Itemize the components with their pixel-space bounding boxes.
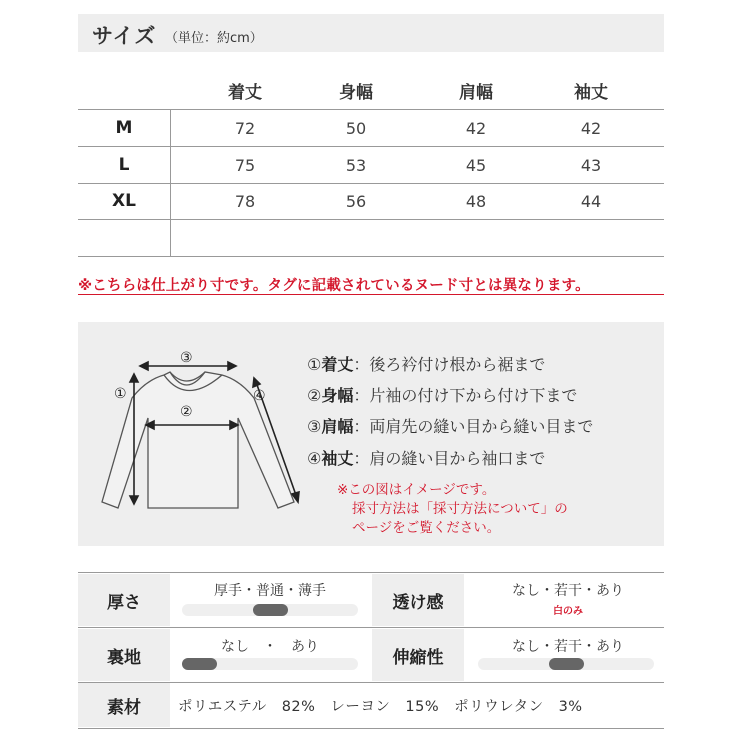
table-cell: 42 (465, 119, 487, 138)
table-rule (78, 146, 664, 147)
table-rule (78, 183, 664, 184)
measurement-sleeve: ④袖丈：肩の縫い目から袖口まで (307, 449, 546, 468)
table-column-divider (170, 110, 171, 256)
table-cell: 56 (345, 192, 367, 211)
white-only-note: 白のみ (553, 606, 583, 617)
table-cell: 48 (465, 192, 487, 211)
material-label: 素材 (78, 683, 170, 727)
table-rule (78, 219, 664, 220)
note-underline (78, 294, 664, 295)
material-value: ポリエステル 82% レーヨン 15% ポリウレタン 3% (178, 699, 583, 715)
table-cell: 50 (345, 119, 367, 138)
table-cell: 75 (234, 156, 256, 175)
lining-track (182, 658, 358, 670)
size-unit: （単位：約cm） (165, 31, 263, 46)
table-rule (78, 256, 664, 257)
table-cell: 43 (580, 156, 602, 175)
size-label-m: M (115, 118, 133, 138)
measurement-width: ②身幅：片袖の付け下から付け下まで (307, 386, 578, 405)
header-sleeve: 袖丈 (574, 83, 608, 103)
shirt-diagram (78, 322, 318, 546)
transparency-label: 透け感 (372, 574, 464, 626)
measurement-shoulder: ③肩幅：両肩先の縫い目から縫い目まで (307, 417, 594, 436)
fabric-table-rule (78, 627, 664, 628)
lining-scale: なし ・ あり (221, 639, 319, 655)
stretch-label: 伸縮性 (372, 629, 464, 681)
diagram-label-width: ② (180, 404, 193, 420)
stretch-indicator (549, 658, 584, 670)
measurement-length: ①着丈：後ろ衿付け根から裾まで (307, 355, 546, 374)
thickness-scale: 厚手・普通・薄手 (214, 583, 326, 599)
lining-indicator (182, 658, 217, 670)
image-note-line: ページをご覧ください。 (352, 520, 501, 536)
finished-size-note: ※こちらは仕上がり寸です。タグに記載されているヌード寸とは異なります。 (78, 278, 590, 294)
table-rule (78, 109, 664, 110)
fabric-table-rule (78, 572, 664, 573)
image-note-line: ※この図はイメージです。 (337, 482, 496, 498)
header-shoulder: 肩幅 (459, 83, 493, 103)
diagram-label-length: ① (114, 386, 127, 402)
transparency-scale: なし・若干・あり (512, 583, 624, 599)
table-cell: 72 (234, 119, 256, 138)
table-cell: 45 (465, 156, 487, 175)
thickness-label: 厚さ (78, 574, 170, 626)
thickness-indicator (253, 604, 288, 616)
image-note-line: 採寸方法は「採寸方法について」の (352, 501, 568, 517)
header-width: 身幅 (339, 83, 373, 103)
stretch-scale: なし・若干・あり (512, 639, 624, 655)
size-title: サイズ (92, 24, 157, 48)
transparency-track (478, 604, 654, 616)
table-cell: 53 (345, 156, 367, 175)
size-label-l: L (118, 155, 130, 175)
thickness-track (182, 604, 358, 616)
diagram-label-sleeve: ④ (253, 388, 266, 404)
table-cell: 78 (234, 192, 256, 211)
fabric-table-rule (78, 728, 664, 729)
table-cell: 44 (580, 192, 602, 211)
diagram-label-shoulder: ③ (180, 350, 193, 366)
stretch-track (478, 658, 654, 670)
size-label-xl: XL (112, 191, 136, 211)
lining-label: 裏地 (78, 629, 170, 681)
header-length: 着丈 (228, 83, 262, 103)
table-cell: 42 (580, 119, 602, 138)
